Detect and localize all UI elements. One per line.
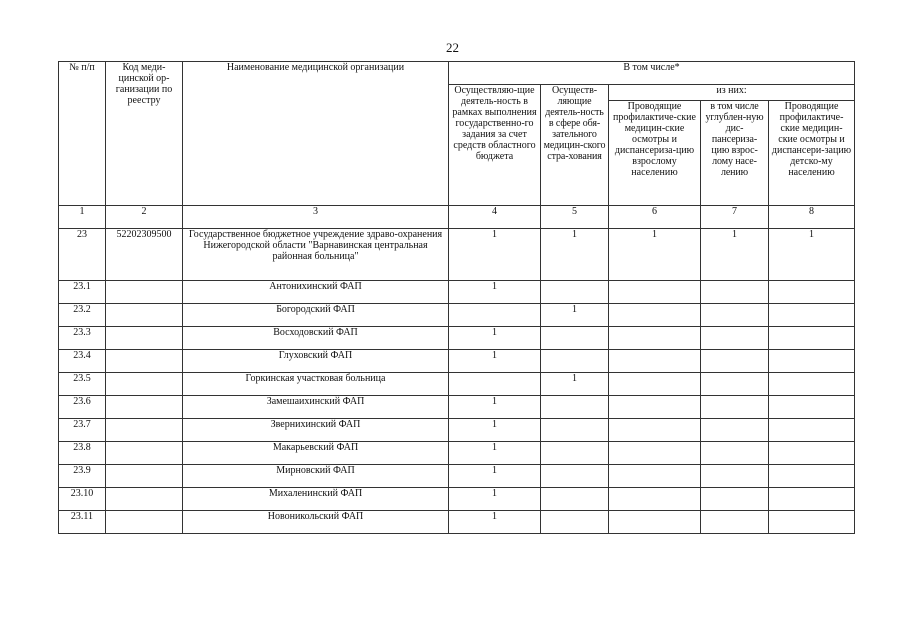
- row-adult-checkups: [609, 327, 701, 350]
- row-state-assignment: 1: [449, 327, 541, 350]
- row-code: [106, 511, 183, 534]
- row-in-depth-checkups: [701, 373, 769, 396]
- row-child-checkups: [769, 396, 855, 419]
- row-child-checkups: [769, 488, 855, 511]
- row-in-depth-checkups: [701, 511, 769, 534]
- table-row: [59, 511, 855, 534]
- row-code: [106, 442, 183, 465]
- column-number: 4: [449, 206, 541, 229]
- header-of-them: из них:: [609, 85, 855, 101]
- row-name: Мирновский ФАП: [183, 465, 449, 488]
- row-child-checkups: [769, 281, 855, 304]
- row-compulsory-insurance: [541, 488, 609, 511]
- column-number: 3: [183, 206, 449, 229]
- row-compulsory-insurance: [541, 281, 609, 304]
- row-number: 23.11: [59, 511, 106, 534]
- row-state-assignment: 1: [449, 511, 541, 534]
- org-row: [59, 229, 855, 281]
- row-state-assignment: 1: [449, 465, 541, 488]
- row-adult-checkups: [609, 488, 701, 511]
- row-in-depth-checkups: [701, 350, 769, 373]
- org-state-assignment: 1: [449, 229, 541, 281]
- table-row: [59, 350, 855, 373]
- org-compulsory-insurance: 1: [541, 229, 609, 281]
- row-number: 23.9: [59, 465, 106, 488]
- row-child-checkups: [769, 373, 855, 396]
- header-org-code: Код меди-цинской ор-ганизации по реестру: [106, 62, 183, 206]
- column-number: 7: [701, 206, 769, 229]
- table-row: [59, 327, 855, 350]
- row-number: 23.2: [59, 304, 106, 327]
- row-adult-checkups: [609, 511, 701, 534]
- row-state-assignment: 1: [449, 419, 541, 442]
- page-number: 22: [446, 40, 459, 55]
- row-in-depth-checkups: [701, 419, 769, 442]
- row-state-assignment: [449, 304, 541, 327]
- header-child-checkups: Проводящие профилактиче-ские медицин-ские осмотры и диспансери-зацию детско-му населению: [769, 101, 855, 206]
- header-row-number: № п/п: [59, 62, 106, 206]
- row-code: [106, 419, 183, 442]
- row-name: Звернихинский ФАП: [183, 419, 449, 442]
- row-adult-checkups: [609, 419, 701, 442]
- column-number: 5: [541, 206, 609, 229]
- row-name: Замешаихинский ФАП: [183, 396, 449, 419]
- table-row: [59, 488, 855, 511]
- row-adult-checkups: [609, 442, 701, 465]
- row-in-depth-checkups: [701, 327, 769, 350]
- row-child-checkups: [769, 419, 855, 442]
- row-child-checkups: [769, 442, 855, 465]
- row-adult-checkups: [609, 465, 701, 488]
- row-name: Восходовский ФАП: [183, 327, 449, 350]
- org-child-checkups: 1: [769, 229, 855, 281]
- org-name: Государственное бюджетное учреждение здраво-охранения Нижегородской области "Варнавинская центральная районная больница": [183, 229, 449, 281]
- table-row: [59, 419, 855, 442]
- header-in-depth-checkups: в том числе углублен-ную дис-пансериза-цию взрос-лому насе-лению: [701, 101, 769, 206]
- row-name: Макарьевский ФАП: [183, 442, 449, 465]
- table-row: [59, 396, 855, 419]
- row-compulsory-insurance: 1: [541, 373, 609, 396]
- row-state-assignment: 1: [449, 396, 541, 419]
- row-adult-checkups: [609, 281, 701, 304]
- header-compulsory-insurance: Осуществ-ляющие деятель-ность в сфере обя-зательного медицин-ского стра-хования: [541, 85, 609, 206]
- row-in-depth-checkups: [701, 488, 769, 511]
- row-code: [106, 373, 183, 396]
- row-child-checkups: [769, 511, 855, 534]
- row-number: 23.5: [59, 373, 106, 396]
- row-code: [106, 327, 183, 350]
- table-row: [59, 465, 855, 488]
- row-compulsory-insurance: [541, 511, 609, 534]
- column-number: 8: [769, 206, 855, 229]
- row-number: 23.3: [59, 327, 106, 350]
- row-compulsory-insurance: [541, 465, 609, 488]
- column-number: 6: [609, 206, 701, 229]
- row-code: [106, 281, 183, 304]
- table-row: [59, 281, 855, 304]
- header-adult-checkups: Проводящие профилактиче-ские медицин-ские осмотры и диспансериза-цию взрослому населению: [609, 101, 701, 206]
- row-state-assignment: [449, 373, 541, 396]
- table-row: [59, 304, 855, 327]
- medical-organizations-table: [58, 61, 855, 534]
- row-number: 23.8: [59, 442, 106, 465]
- row-compulsory-insurance: 1: [541, 304, 609, 327]
- table-row: [59, 442, 855, 465]
- row-adult-checkups: [609, 304, 701, 327]
- row-in-depth-checkups: [701, 442, 769, 465]
- row-name: Антонихинский ФАП: [183, 281, 449, 304]
- row-state-assignment: 1: [449, 350, 541, 373]
- row-compulsory-insurance: [541, 419, 609, 442]
- row-number: 23.4: [59, 350, 106, 373]
- column-numbers-row: [59, 206, 855, 229]
- row-adult-checkups: [609, 396, 701, 419]
- row-adult-checkups: [609, 373, 701, 396]
- row-code: [106, 465, 183, 488]
- row-state-assignment: 1: [449, 442, 541, 465]
- column-number: 1: [59, 206, 106, 229]
- row-name: Новоникольский ФАП: [183, 511, 449, 534]
- org-number: 23: [59, 229, 106, 281]
- row-child-checkups: [769, 327, 855, 350]
- row-adult-checkups: [609, 350, 701, 373]
- row-number: 23.10: [59, 488, 106, 511]
- org-adult-checkups: 1: [609, 229, 701, 281]
- row-code: [106, 350, 183, 373]
- row-in-depth-checkups: [701, 281, 769, 304]
- row-name: Михаленинский ФАП: [183, 488, 449, 511]
- table-row: [59, 373, 855, 396]
- header-including-group: В том числе*: [449, 62, 855, 85]
- row-code: [106, 304, 183, 327]
- row-number: 23.7: [59, 419, 106, 442]
- row-child-checkups: [769, 304, 855, 327]
- row-code: [106, 396, 183, 419]
- row-state-assignment: 1: [449, 488, 541, 511]
- header-state-assignment: Осуществляю-щие деятель-ность в рамках выполнения государственно-го задания за счет средств областного бюджета: [449, 85, 541, 206]
- row-name: Глуховский ФАП: [183, 350, 449, 373]
- row-state-assignment: 1: [449, 281, 541, 304]
- row-compulsory-insurance: [541, 396, 609, 419]
- row-compulsory-insurance: [541, 442, 609, 465]
- row-compulsory-insurance: [541, 350, 609, 373]
- row-child-checkups: [769, 350, 855, 373]
- row-name: Горкинская участковая больница: [183, 373, 449, 396]
- column-number: 2: [106, 206, 183, 229]
- row-name: Богородский ФАП: [183, 304, 449, 327]
- row-compulsory-insurance: [541, 327, 609, 350]
- org-code: 52202309500: [106, 229, 183, 281]
- row-code: [106, 488, 183, 511]
- row-number: 23.6: [59, 396, 106, 419]
- row-number: 23.1: [59, 281, 106, 304]
- row-child-checkups: [769, 465, 855, 488]
- org-in-depth-checkups: 1: [701, 229, 769, 281]
- row-in-depth-checkups: [701, 396, 769, 419]
- header-org-name: Наименование медицинской организации: [183, 62, 449, 206]
- row-in-depth-checkups: [701, 304, 769, 327]
- row-in-depth-checkups: [701, 465, 769, 488]
